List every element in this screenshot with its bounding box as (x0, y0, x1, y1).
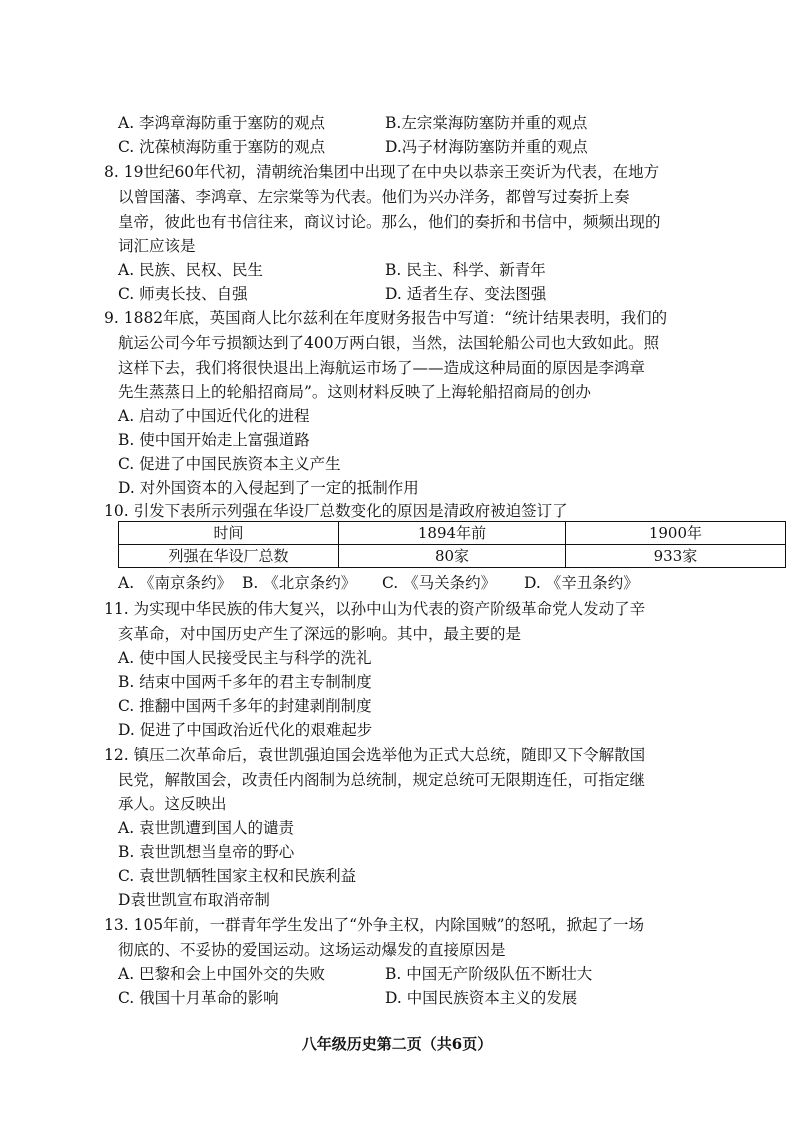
q9-stem-line-2: 航运公司今年亏损额达到了400万两白银，当然，法国轮船公司也大致如此。照 (118, 334, 660, 352)
table-header-cell: 1894年前 (339, 522, 566, 545)
q11-option-b: B. 结束中国两千多年的君主专制制度 (118, 673, 372, 691)
table-header-row (119, 522, 786, 545)
q8-option-b: B. 民主、科学、新青年 (385, 261, 546, 279)
q8-options-row-1 (118, 258, 788, 282)
q7-option-c: C. 沈葆桢海防重于塞防的观点 (118, 138, 326, 156)
q13-option-b: B. 中国无产阶级队伍不断壮大 (385, 965, 593, 983)
q10-option-d: D. 《辛丑条约》 (524, 574, 639, 592)
q11-stem-line-2: 亥革命，对中国历史产生了深远的影响。其中，最主要的是 (118, 625, 522, 643)
q8-option-a: A. 民族、民权、民生 (118, 261, 264, 279)
q9-option-c: C. 促进了中国民族资本主义产生 (118, 455, 341, 473)
q12-option-c: C. 袁世凯牺牲国家主权和民族利益 (118, 867, 357, 885)
page-footer: 八年级历史第二页（共6页） (301, 1035, 493, 1053)
q13-options-row-2 (118, 986, 788, 1010)
q13-option-d: D. 中国民族资本主义的发展 (385, 989, 578, 1007)
q8-stem-line-4: 词汇应该是 (118, 237, 196, 255)
q7-options-row-1 (118, 111, 788, 135)
q10-options-row (118, 571, 788, 595)
table-cell: 列强在华设厂总数 (119, 545, 339, 568)
q11-stem-line-1: 11. 为实现中华民族的伟大复兴，以孙中山为代表的资产阶级革命党人发动了辛 (104, 600, 646, 618)
q8-stem-line-3: 皇帝，彼此也有书信往来，商议讨论。那么，他们的奏折和书信中，频频出现的 (118, 213, 661, 231)
q13-option-a: A. 巴黎和会上中国外交的失败 (118, 965, 326, 983)
q12-stem-line-3: 承人。这反映出 (118, 795, 227, 813)
q8-option-c: C. 师夷长技、自强 (118, 285, 248, 303)
table-row (119, 545, 786, 568)
q9-option-d: D. 对外国资本的入侵起到了一定的抵制作用 (118, 479, 419, 497)
q8-stem-line-1: 8. 19世纪60年代初，清朝统治集团中出现了在中央以恭亲王奕䜣为代表，在地方 (104, 163, 660, 181)
q11-option-a: A. 使中国人民接受民主与科学的洗礼 (118, 649, 372, 667)
q12-option-b: B. 袁世凯想当皇帝的野心 (118, 843, 295, 861)
table-cell: 80家 (339, 545, 566, 568)
q13-options-row-1 (118, 962, 788, 986)
q7-option-b: B.左宗棠海防塞防并重的观点 (385, 114, 588, 132)
q11-option-d: D. 促进了中国政治近代化的艰难起步 (118, 721, 373, 739)
q7-options-row-2 (118, 135, 788, 159)
q12-stem-line-2: 民党，解散国会，改责任内阁制为总统制，规定总统可无限期连任，可指定继 (118, 771, 646, 789)
q10-option-c: C. 《马关条约》 (382, 574, 497, 592)
q12-stem-line-1: 12. 镇压二次革命后，袁世凯强迫国会选举他为正式大总统，随即又下令解散国 (104, 746, 646, 764)
q9-option-a: A. 启动了中国近代化的进程 (118, 407, 310, 425)
q10-factory-table (118, 521, 786, 568)
q8-options-row-2 (118, 282, 788, 306)
q10-option-a: A. 《南京条约》 (118, 574, 233, 592)
q9-stem-line-3: 这样下去，我们将很快退出上海航运市场了——造成这种局面的原因是李鸿章 (118, 359, 646, 377)
table-header-cell: 1900年 (565, 522, 785, 545)
q7-option-a: A. 李鸿章海防重于塞防的观点 (118, 114, 326, 132)
q13-option-c: C. 俄国十月革命的影响 (118, 989, 279, 1007)
q9-stem-line-4: 先生蒸蒸日上的轮船招商局”。这则材料反映了上海轮船招商局的创办 (118, 383, 591, 401)
q9-stem-line-1: 9. 1882年底，英国商人比尔兹利在年度财务报告中写道：“统计结果表明，我们的 (104, 309, 668, 327)
q12-option-d: D袁世凯宣布取消帝制 (118, 891, 270, 909)
q8-stem-line-2: 以曾国藩、李鸿章、左宗棠等为代表。他们为兴办洋务，都曾写过奏折上奏 (118, 188, 630, 206)
q7-option-d: D.冯子材海防塞防并重的观点 (385, 138, 588, 156)
q9-option-b: B. 使中国开始走上富强道路 (118, 431, 310, 449)
q10-stem: 10. 引发下表所示列强在华设厂总数变化的原因是清政府被迫签订了 (104, 502, 568, 520)
q8-option-d: D. 适者生存、变法图强 (385, 285, 547, 303)
table-cell: 933家 (565, 545, 785, 568)
q12-option-a: A. 袁世凯遭到国人的谴责 (118, 819, 295, 837)
q13-stem-line-1: 13. 105年前，一群青年学生发出了“外争主权，内除国贼”的怒吼，掀起了一场 (104, 916, 645, 934)
table-header-cell: 时间 (119, 522, 339, 545)
q13-stem-line-2: 彻底的、不妥协的爱国运动。这场运动爆发的直接原因是 (118, 941, 506, 959)
q10-option-b: B. 《北京条约》 (242, 574, 357, 592)
q11-option-c: C. 推翻中国两千多年的封建剥削制度 (118, 697, 372, 715)
